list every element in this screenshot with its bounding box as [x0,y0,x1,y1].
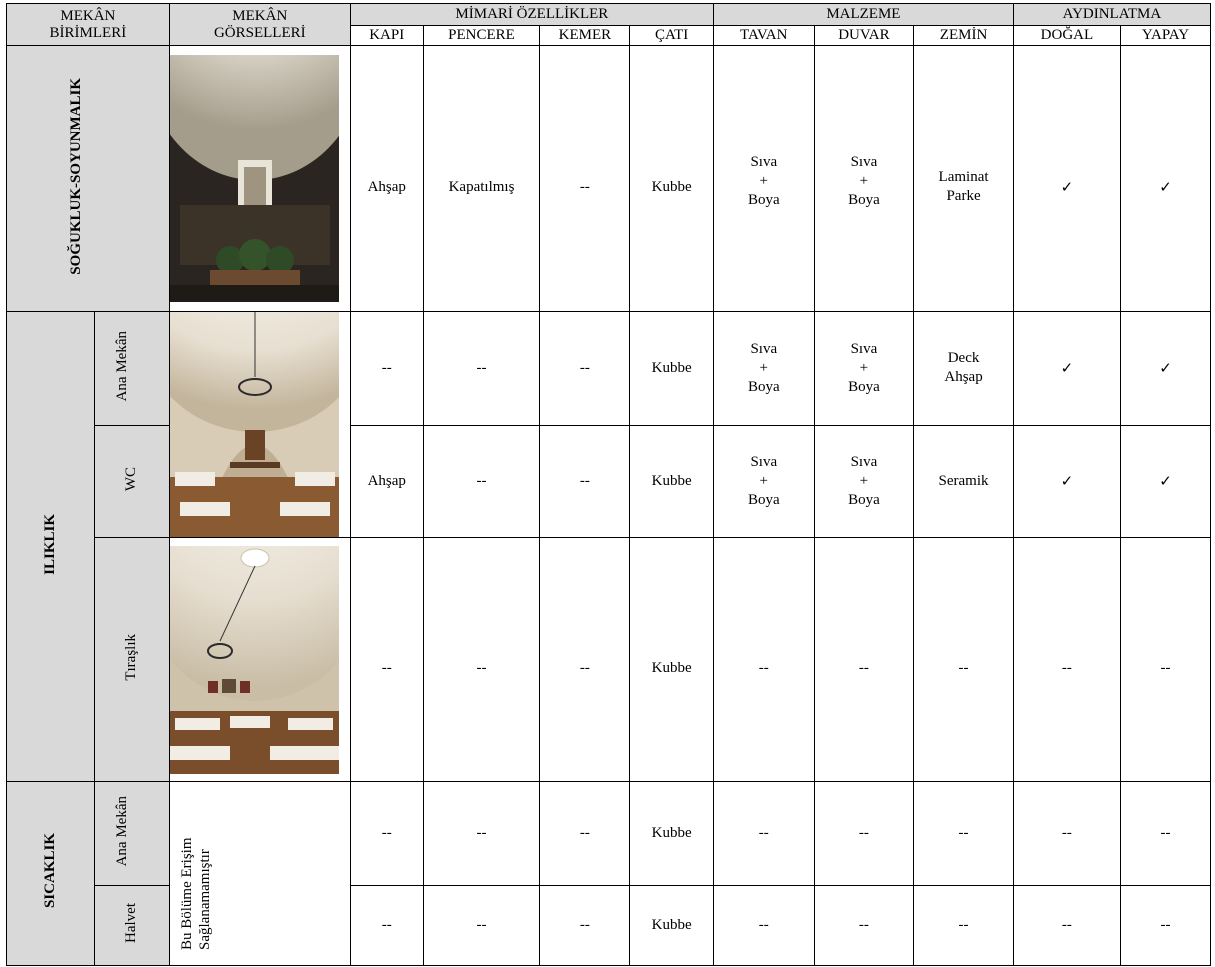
cell-zemin [914,538,1014,782]
header-architecture: MİMARİ ÖZELLİKLER [350,4,713,26]
cell-zemin: -- [914,782,1014,886]
cell-dogal [1013,538,1120,782]
cell-tavan: -- [713,782,814,886]
value-duvar-3: Boya [848,491,880,508]
check-icon: ✓ [1159,177,1172,196]
cell-yapay [1120,538,1210,782]
cell-dogal: -- [1013,782,1120,886]
cell-pencere [423,538,540,782]
cell-tavan [713,425,814,538]
section-iliklik-label: ILIKLIK [41,513,58,575]
cell-kapi: -- [350,782,423,886]
cell-dogal: -- [1013,886,1120,966]
subunit-halvet [94,886,169,966]
value-dogal: -- [1061,659,1072,676]
value-duvar-1: Sıva [850,340,878,357]
value-tavan: -- [758,659,769,676]
value-duvar-3: Boya [848,192,880,208]
cell-kemer: -- [540,886,630,966]
subunit-wc [94,425,169,538]
cell-zemin: -- [914,886,1014,966]
subunit-ana-mekan-1 [94,312,169,426]
subunit-wc-label: WC [123,466,140,491]
subunit-halvet-label: Halvet [123,903,140,943]
cell-dogal [1013,425,1120,538]
cell-tavan [713,46,814,312]
value-duvar: -- [858,659,869,676]
value-zemin-1: Deck [947,350,980,367]
value-tavan-3: Boya [747,192,780,208]
cell-kemer: -- [540,782,630,886]
cell-tavan [713,312,814,426]
value-tavan-1: Sıva [750,340,778,357]
cell-zemin [914,312,1014,426]
cell-yapay [1120,425,1210,538]
value-tavan-1: Sıva [750,154,778,170]
cell-cati [630,46,714,312]
subunit-tiraslik [94,538,169,782]
value-duvar-1: Sıva [850,453,878,470]
value-kemer: -- [579,178,590,195]
header-images [169,4,350,46]
value-pencere: Kapatılmış [448,178,515,195]
cell-duvar: -- [814,886,914,966]
value-cati: Kubbe [651,659,692,676]
table-row [7,538,1211,782]
value-tavan-2: + [759,359,768,376]
value-kemer: -- [579,659,590,676]
col-duvar: DUVAR [814,26,914,46]
cell-pencere: -- [423,425,540,538]
cell-cati: Kubbe [630,886,714,966]
value-kapi: Ahşap [367,178,406,195]
cell-zemin: Seramik [914,425,1014,538]
photo-sogukluk [169,46,350,312]
cell-cati: Kubbe [630,312,714,426]
cell-yapay: -- [1120,886,1210,966]
value-cati: Kubbe [651,178,692,195]
value-duvar-2: + [859,173,869,189]
header-units-label: MEKÂN BİRİMLERİ [49,7,127,41]
col-zemin: ZEMİN [914,26,1014,46]
check-icon: ✓ [1060,177,1074,196]
value-zemin-2: Ahşap [944,369,983,386]
photo-iliklik-ana-image [170,312,339,537]
value-tavan-3: Boya [747,378,780,395]
section-sogukluk [7,46,170,312]
cell-pencere: -- [423,782,540,886]
value-kapi: -- [381,659,392,676]
value-pencere: -- [476,659,487,676]
value-duvar-2: + [859,472,869,489]
cell-kemer [540,46,630,312]
subunit-tiraslik-label: Tıraşlık [123,633,140,681]
value-duvar-1: Sıva [850,154,878,170]
col-kemer: KEMER [540,26,630,46]
header-material: MALZEME [713,4,1013,26]
cell-pencere: -- [423,312,540,426]
section-iliklik [7,312,95,782]
table-row [7,46,1211,312]
cell-dogal [1013,46,1120,312]
photo-iliklik-ana [169,312,350,538]
value-tavan-2: + [759,472,768,489]
value-duvar-2: + [859,359,869,376]
cell-duvar [814,312,914,426]
cell-cati: Kubbe [630,425,714,538]
header-images-label: MEKÂN GÖRSELLERİ [213,7,306,41]
section-sicaklik-label: SICAKLIK [41,833,58,909]
check-icon: ✓ [1159,471,1172,490]
cell-kapi: Ahşap [350,425,423,538]
cell-pencere: -- [423,886,540,966]
value-tavan-3: Boya [747,491,780,508]
cell-duvar [814,46,914,312]
cell-cati [630,538,714,782]
cell-duvar [814,538,914,782]
table-row [7,782,1211,886]
cell-tavan [713,538,814,782]
photo-tiraslik [169,538,350,782]
col-cati: ÇATI [630,26,714,46]
cell-yapay [1120,46,1210,312]
col-dogal: DOĞAL [1013,26,1120,46]
cell-duvar: -- [814,782,914,886]
cell-kapi: -- [350,886,423,966]
photo-sogukluk-image [170,55,339,302]
col-yapay: YAPAY [1120,26,1210,46]
col-kapi: KAPI [350,26,423,46]
cell-yapay: -- [1120,782,1210,886]
image-unavailable-text: Bu Bölüme Erişim Sağlanamamıştır [178,837,213,950]
value-zemin-1: Laminat [938,169,989,185]
cell-kemer: -- [540,425,630,538]
cell-yapay [1120,312,1210,426]
cell-zemin [914,46,1014,312]
cell-tavan: -- [713,886,814,966]
cell-pencere [423,46,540,312]
cell-kapi [350,46,423,312]
photo-tiraslik-image [170,546,339,774]
subunit-ana-mekan-2-label: Ana Mekân [113,795,130,867]
section-sogukluk-label: SOĞUKLUK-SOYUNMALIK [67,77,84,275]
table-row [7,312,1211,426]
check-icon: ✓ [1159,358,1172,377]
col-tavan: TAVAN [713,26,814,46]
check-icon: ✓ [1060,471,1074,490]
cell-dogal [1013,312,1120,426]
col-pencere: PENCERE [423,26,540,46]
value-zemin: -- [958,659,969,676]
header-lighting: AYDINLATMA [1013,4,1210,26]
value-zemin-2: Parke [946,188,981,204]
cell-duvar [814,425,914,538]
cell-kemer [540,538,630,782]
image-unavailable-note [169,782,350,966]
cell-kapi: -- [350,312,423,426]
value-tavan-2: + [759,173,768,189]
value-yapay: -- [1160,659,1171,676]
subunit-ana-mekan-1-label: Ana Mekân [113,330,130,401]
cell-kapi [350,538,423,782]
space-properties-table [6,3,1211,966]
header-units [7,4,170,46]
section-sicaklik [7,782,95,966]
value-tavan-1: Sıva [750,453,778,470]
subunit-ana-mekan-2 [94,782,169,886]
cell-kemer: -- [540,312,630,426]
check-icon: ✓ [1060,358,1074,377]
value-duvar-3: Boya [848,378,880,395]
cell-cati: Kubbe [630,782,714,886]
